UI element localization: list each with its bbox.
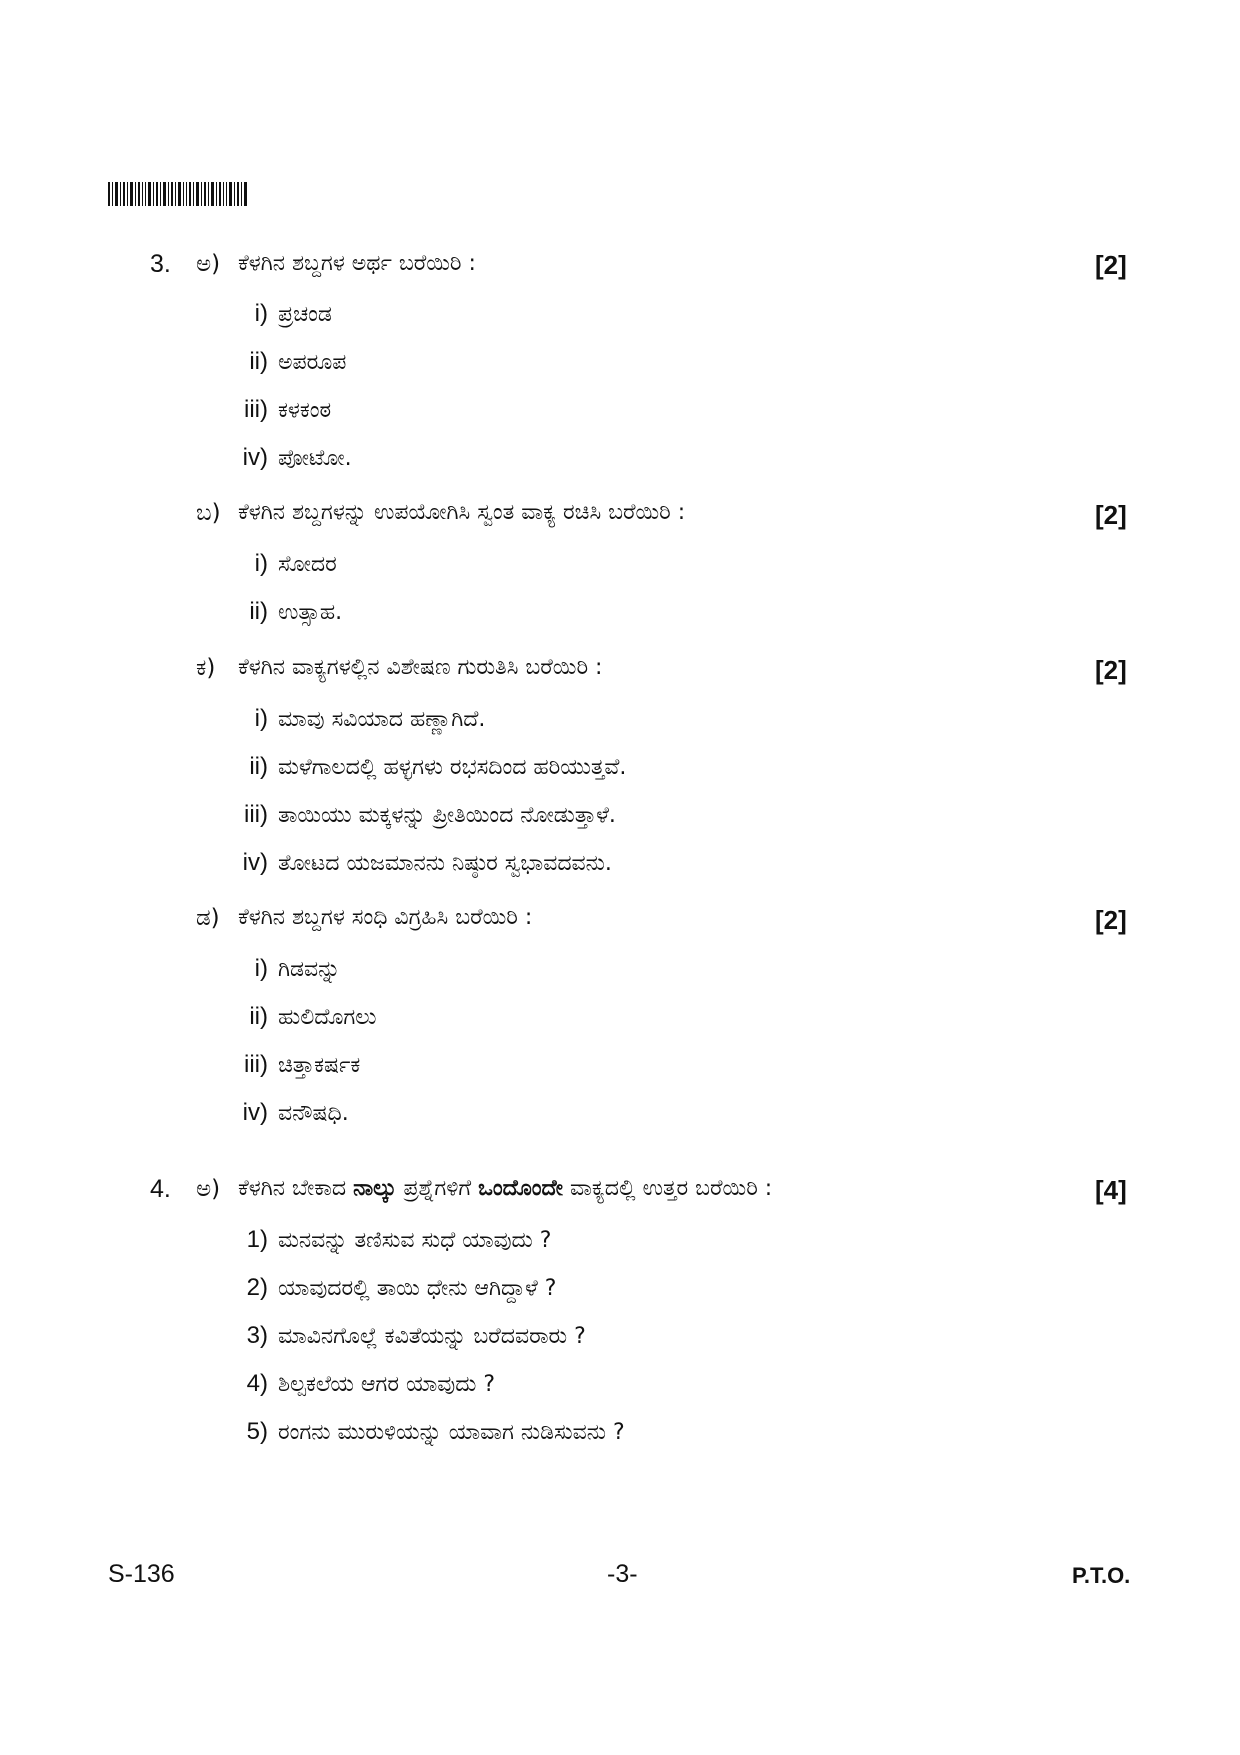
q3d-item: iii) ಚಿತ್ತಾಕರ್ಷಕ [244,1051,361,1078]
q3d-marks: [2] [1095,905,1127,935]
barcode [108,182,248,206]
q3c-marks: [2] [1095,655,1127,685]
q3d-label: ಡ) [196,905,220,931]
q4a-item: 2) ಯಾವುದರಲ್ಲಿ ತಾಯಿ ಧೇನು ಆಗಿದ್ದಾಳೆ ? [246,1274,557,1301]
paper-code: S-136 [108,1560,175,1588]
q3c-label: ಕ) [196,655,216,681]
q3d-item: i) ಗಿಡವನ್ನು [254,955,341,982]
q3c-item: iv) ತೋಟದ ಯಜಮಾನನು ನಿಷ್ಠುರ ಸ್ವಭಾವದವನು. [242,849,612,876]
q4a-item: 5) ರಂಗನು ಮುರುಳಿಯನ್ನು ಯಾವಾಗ ನುಡಿಸುವನು ? [246,1418,625,1445]
q4a-instruction: ಕೆಳಗಿನ ಬೇಕಾದ ನಾಲ್ಕು ಪ್ರಶ್ನೆಗಳಿಗೆ ಒಂದೊಂದೇ ವಾಕ್ಯದಲ್ಲಿ ಉತ್ತರ ಬರೆಯಿರಿ : [238,1176,773,1201]
q4a-item: 3) ಮಾವಿನಗೊಲ್ಲೆ ಕವಿತೆಯನ್ನು ಬರೆದವರಾರು ? [246,1322,586,1349]
q3b-item: i) ಸೋದರ [254,550,337,577]
q3b-item: ii) ಉತ್ಸಾಹ. [249,598,343,625]
q3c-item: ii) ಮಳೆಗಾಲದಲ್ಲಿ ಹಳ್ಳಗಳು ರಭಸದಿಂದ ಹರಿಯುತ್ತವೆ. [249,753,627,780]
q3b-label: ಬ) [196,500,221,526]
q3d-item: iv) ವನೌಷಧಿ. [242,1099,349,1126]
q3c-item: i) ಮಾವು ಸವಿಯಾದ ಹಣ್ಣಾಗಿದೆ. [254,705,486,732]
q3a-label: ಅ) [196,251,221,277]
q4a-label: ಅ) [196,1176,221,1202]
pto-label: P.T.O. [1072,1563,1131,1588]
q3a-instruction: ಕೆಳಗಿನ ಶಬ್ದಗಳ ಅರ್ಥ ಬರೆಯಿರಿ : [238,251,476,276]
q4a-item: 1) ಮನವನ್ನು ತಣಿಸುವ ಸುಧೆ ಯಾವುದು ? [246,1226,552,1253]
q3c-item: iii) ತಾಯಿಯು ಮಕ್ಕಳನ್ನು ಪ್ರೀತಿಯಿಂದ ನೋಡುತ್ತಾಳೆ. [244,801,616,828]
q3a-marks: [2] [1095,250,1127,280]
q3a-item: iii) ಕಳಕಂಠ [244,396,332,423]
q3b-marks: [2] [1095,500,1127,530]
question-3-number: 3. [150,250,171,278]
q4a-item: 4) ಶಿಲ್ಪಕಲೆಯ ಆಗರ ಯಾವುದು ? [246,1370,496,1397]
q3c-instruction: ಕೆಳಗಿನ ವಾಕ್ಯಗಳಲ್ಲಿನ ವಿಶೇಷಣ ಗುರುತಿಸಿ ಬರೆಯಿರಿ : [238,655,603,680]
question-4-number: 4. [150,1175,171,1203]
q3a-item: i) ಪ್ರಚಂಡ [254,300,332,327]
q3d-instruction: ಕೆಳಗಿನ ಶಬ್ದಗಳ ಸಂಧಿ ವಿಗ್ರಹಿಸಿ ಬರೆಯಿರಿ : [238,905,533,930]
q3a-item: ii) ಅಪರೂಪ [249,348,347,375]
q4a-marks: [4] [1095,1175,1127,1205]
page-number: -3- [607,1560,638,1588]
q3d-item: ii) ಹುಲಿದೊಗಲು [249,1003,377,1030]
q3a-item: iv) ಪೋಟೋ. [242,444,352,471]
q3b-instruction: ಕೆಳಗಿನ ಶಬ್ದಗಳನ್ನು ಉಪಯೋಗಿಸಿ ಸ್ವಂತ ವಾಕ್ಯ ರಚಿಸಿ ಬರೆಯಿರಿ : [238,500,686,525]
